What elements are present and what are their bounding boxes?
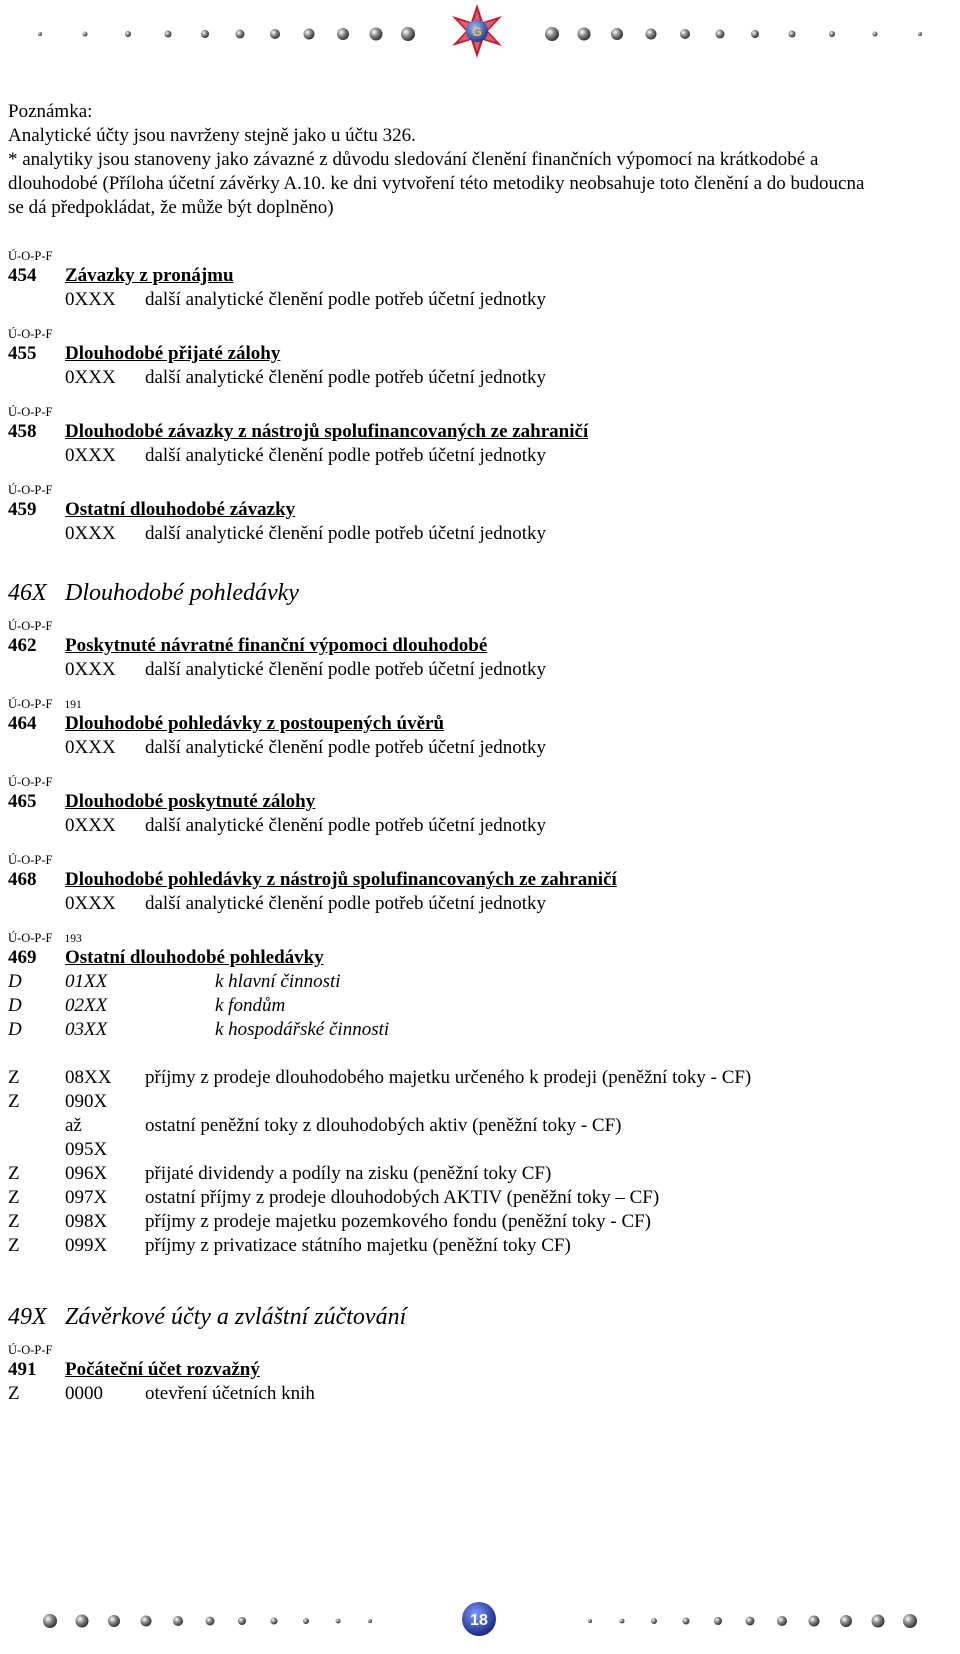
logo-letter: G — [471, 24, 483, 39]
analytic-code: 0XXX — [65, 367, 116, 388]
analytic-code: 0XXX — [65, 659, 116, 680]
z-row: Z 099X příjmy z privatizace státního majetku (peněžní toky CF) — [8, 1235, 571, 1256]
z-row: až ostatní peněžní toky z dlouhodobých aktiv (peněžní toky - CF) — [65, 1115, 622, 1136]
account-heading — [8, 1358, 953, 1382]
account-title: Dlouhodobé pohledávky z nástrojů spolufinancovaných ze zahraničí — [65, 869, 617, 890]
account-tag: Ú-O-P-F — [8, 1343, 53, 1357]
z-row: Z 097X ostatní příjmy z prodeje dlouhodobých AKTIV (peněžní toky – CF) — [8, 1187, 660, 1208]
analytic-code: 0XXX — [65, 289, 116, 310]
analytic-code: 0XXX — [65, 815, 116, 836]
logo-emblem — [448, 2, 506, 60]
account-tag: Ú-O-P-F — [8, 775, 53, 789]
account-number: 491 — [8, 1359, 37, 1380]
z-row: 095X — [65, 1139, 108, 1160]
account-title: Dlouhodobé pohledávky z postoupených úvěrů — [65, 713, 445, 734]
account-title: Dlouhodobé poskytnuté zálohy — [65, 791, 316, 812]
analytic-row — [8, 736, 953, 760]
account-tag: Ú-O-P-F — [8, 853, 53, 867]
d-row: D 02XX k fondům — [8, 995, 286, 1016]
account-title: Ostatní dlouhodobé pohledávky — [65, 947, 324, 968]
analytic-code: 0XXX — [65, 893, 116, 914]
section-title: Závěrkové účty a zvláštní zúčtování — [65, 1304, 407, 1330]
account-title: Závazky z pronájmu — [65, 265, 234, 286]
account-tag: Ú-O-P-F — [8, 483, 53, 497]
z-row: Z 08XX příjmy z prodeje dlouhodobého majetku určeného k prodeji (peněžní toky - CF) — [8, 1067, 752, 1088]
account-number: 459 — [8, 499, 37, 520]
account-title: Poskytnuté návratné finanční výpomoci dlouhodobé — [65, 635, 488, 656]
account-number: 464 — [8, 713, 37, 734]
account-tag: Ú-O-P-F 191 — [8, 697, 82, 711]
account-tag: Ú-O-P-F — [8, 405, 53, 419]
account-heading — [8, 342, 953, 366]
page-number: 18 — [470, 1612, 488, 1629]
section-title: Dlouhodobé pohledávky — [65, 580, 299, 606]
account-heading — [8, 498, 953, 522]
section-number: 49X — [8, 1304, 47, 1330]
account-number: 462 — [8, 635, 37, 656]
analytic-text: další analytické členění podle potřeb účetní jednotky — [145, 659, 546, 680]
analytic-text: další analytické členění podle potřeb účetní jednotky — [145, 289, 546, 310]
account-tag: Ú-O-P-F — [8, 327, 53, 341]
account-heading — [8, 790, 953, 814]
account-number: 454 — [8, 265, 37, 286]
z-row: Z 098X příjmy z prodeje majetku pozemkového fondu (peněžní toky - CF) — [8, 1211, 652, 1232]
account-heading — [8, 634, 953, 658]
account-heading — [8, 946, 953, 970]
account-tag: Ú-O-P-F — [8, 619, 53, 633]
analytic-text: další analytické členění podle potřeb účetní jednotky — [145, 367, 546, 388]
section-number: 46X — [8, 580, 47, 606]
analytic-row — [8, 892, 953, 916]
analytic-text: další analytické členění podle potřeb účetní jednotky — [145, 523, 546, 544]
section-heading — [8, 1302, 953, 1332]
analytic-code: 0XXX — [65, 737, 116, 758]
note-line: Analytické účty jsou navrženy stejně jako u účtu 326. — [8, 125, 416, 146]
z-row: Z 096X přijaté dividendy a podíly na zisku (peněžní toky CF) — [8, 1163, 552, 1184]
section-heading — [8, 578, 953, 608]
account-number: 468 — [8, 869, 37, 890]
account-heading — [8, 712, 953, 736]
analytic-text: další analytické členění podle potřeb účetní jednotky — [145, 893, 546, 914]
analytic-row — [8, 366, 953, 390]
analytic-row — [8, 814, 953, 838]
account-title: Dlouhodobé závazky z nástrojů spolufinancovaných ze zahraničí — [65, 421, 589, 442]
analytic-text: další analytické členění podle potřeb účetní jednotky — [145, 815, 546, 836]
analytic-text: další analytické členění podle potřeb účetní jednotky — [145, 737, 546, 758]
note-line: dlouhodobé (Příloha účetní závěrky A.10. ke dni vytvoření této metodiky neobsahuje toto členění a do budoucna — [8, 173, 865, 194]
account-heading — [8, 264, 953, 288]
analytic-text: další analytické členění podle potřeb účetní jednotky — [145, 445, 546, 466]
analytic-code: 0XXX — [65, 523, 116, 544]
d-row: D 03XX k hospodářské činnosti — [8, 1019, 390, 1040]
account-number: 465 — [8, 791, 37, 812]
account-title: Dlouhodobé přijaté zálohy — [65, 343, 281, 364]
note-block — [8, 100, 953, 220]
analytic-code: 0XXX — [65, 445, 116, 466]
note-line: se dá předpokládat, že může být doplněno) — [8, 197, 334, 218]
account-ref: 191 — [64, 699, 82, 711]
account-list — [8, 248, 953, 1406]
page-number-badge — [460, 1600, 498, 1638]
account-heading — [8, 868, 953, 892]
z-row: Z 0000 otevření účetních knih — [8, 1383, 315, 1404]
account-tag: Ú-O-P-F 193 — [8, 931, 82, 945]
account-ref: 193 — [64, 933, 82, 945]
analytic-row — [8, 522, 953, 546]
account-title: Ostatní dlouhodobé závazky — [65, 499, 296, 520]
d-row: D 01XX k hlavní činnosti — [8, 971, 341, 992]
account-title: Počáteční účet rozvažný — [65, 1359, 260, 1380]
note-label: Poznámka: — [8, 101, 93, 122]
z-row: Z 090X — [8, 1091, 108, 1112]
analytic-row — [8, 444, 953, 468]
account-tag: Ú-O-P-F — [8, 249, 53, 263]
account-number: 469 — [8, 947, 37, 968]
account-number: 458 — [8, 421, 37, 442]
account-heading — [8, 420, 953, 444]
analytic-row — [8, 658, 953, 682]
note-line: * analytiky jsou stanoveny jako závazné z důvodu sledování členění finančních výpomocí na krátkodobé a — [8, 149, 819, 170]
analytic-row — [8, 288, 953, 312]
account-number: 455 — [8, 343, 37, 364]
